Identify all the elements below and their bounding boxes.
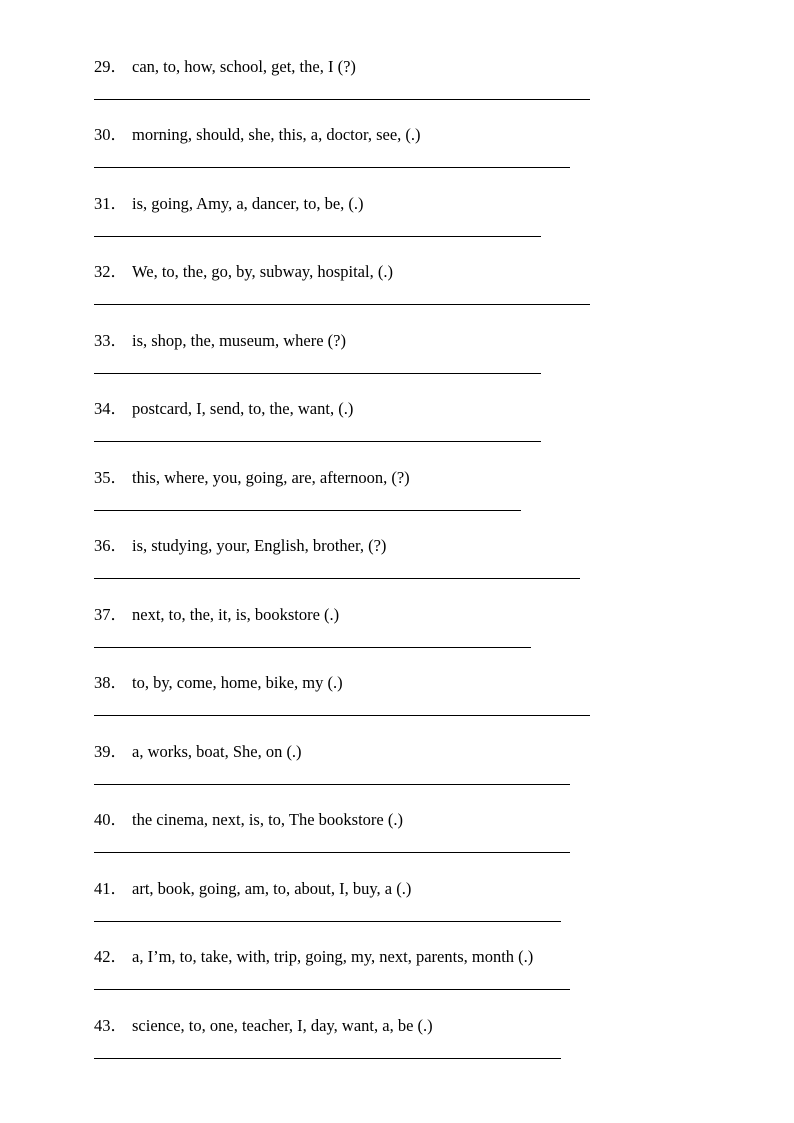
answer-line[interactable] [94,99,590,100]
answer-line[interactable] [94,784,570,785]
question-number: 35． [94,468,127,487]
question-number: 34． [94,399,127,418]
question-39 [0,741,794,801]
answer-line[interactable] [94,852,570,853]
answer-line[interactable] [94,510,521,511]
question-43 [0,1015,794,1075]
question-34 [0,398,794,458]
question-text [94,741,302,763]
question-text [94,261,393,283]
question-words: postcard, I, send, to, the, want, (.) [132,399,354,418]
question-text [94,946,533,968]
question-words: to, by, come, home, bike, my (.) [132,673,343,692]
question-number: 36． [94,536,127,555]
question-32 [0,261,794,321]
question-number: 32． [94,262,127,281]
question-number: 43． [94,1016,127,1035]
answer-line[interactable] [94,715,590,716]
answer-line[interactable] [94,167,570,168]
question-37 [0,604,794,664]
question-text [94,398,353,420]
question-words: science, to, one, teacher, I, day, want, a, be (.) [132,1016,433,1035]
question-text [94,809,403,831]
question-words: a, works, boat, She, on (.) [132,742,302,761]
question-words: art, book, going, am, to, about, I, buy, a (.) [132,879,412,898]
question-33 [0,330,794,390]
question-number: 40． [94,810,127,829]
answer-line[interactable] [94,373,541,374]
question-words: morning, should, she, this, a, doctor, see, (.) [132,125,421,144]
question-41 [0,878,794,938]
answer-line[interactable] [94,441,541,442]
question-text [94,193,364,215]
question-number: 41． [94,879,127,898]
answer-line[interactable] [94,236,541,237]
question-text [94,604,339,626]
question-words: is, shop, the, museum, where (?) [132,331,346,350]
question-words: a, I’m, to, take, with, trip, going, my, next, parents, month (.) [132,947,534,966]
question-text [94,467,410,489]
question-number: 31． [94,194,127,213]
question-38 [0,672,794,732]
question-text [94,330,346,352]
answer-line[interactable] [94,304,590,305]
question-36 [0,535,794,595]
question-29 [0,56,794,116]
question-words: can, to, how, school, get, the, I (?) [132,57,356,76]
question-text [94,535,386,557]
question-words: the cinema, next, is, to, The bookstore (.) [132,810,403,829]
question-words: is, going, Amy, a, dancer, to, be, (.) [132,194,364,213]
question-text [94,672,343,694]
question-number: 33． [94,331,127,350]
question-words: next, to, the, it, is, bookstore (.) [132,605,340,624]
question-35 [0,467,794,527]
answer-line[interactable] [94,921,561,922]
answer-line[interactable] [94,647,531,648]
question-number: 29． [94,57,127,76]
question-number: 42． [94,947,127,966]
question-text [94,56,356,78]
question-30 [0,124,794,184]
question-words: this, where, you, going, are, afternoon, (?) [132,468,410,487]
question-number: 38． [94,673,127,692]
question-text [94,878,411,900]
question-words: is, studying, your, English, brother, (?) [132,536,387,555]
question-number: 37． [94,605,127,624]
answer-line[interactable] [94,578,580,579]
question-42 [0,946,794,1006]
question-number: 30． [94,125,127,144]
question-words: We, to, the, go, by, subway, hospital, (.) [132,262,393,281]
question-number: 39． [94,742,127,761]
answer-line[interactable] [94,989,570,990]
answer-line[interactable] [94,1058,561,1059]
question-text [94,124,421,146]
question-31 [0,193,794,253]
question-text [94,1015,433,1037]
question-40 [0,809,794,869]
